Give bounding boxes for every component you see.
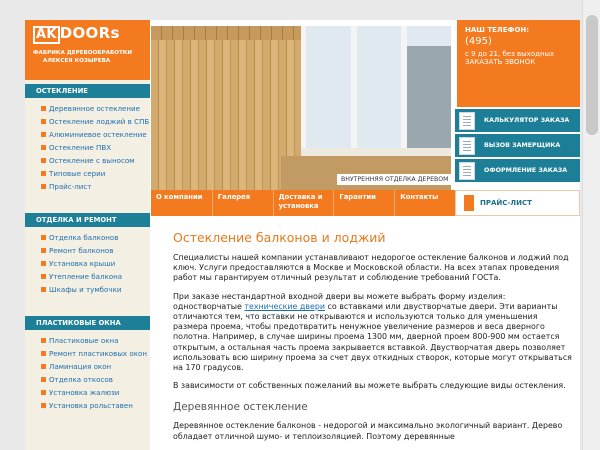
- sidebar-item[interactable]: Прайс-лист: [41, 182, 150, 191]
- phone-box: [457, 20, 580, 107]
- nav-delivery[interactable]: Доставка и установка: [273, 190, 334, 216]
- nav-gallery[interactable]: Галерея: [212, 190, 273, 216]
- sidebar-list-plastic: [25, 330, 150, 418]
- logo-subtitle-1: ФАБРИКА ДЕРЕВООБРАБОТКИ: [33, 50, 133, 56]
- sidebar-item[interactable]: Установка крыши: [41, 259, 150, 268]
- sidebar-item[interactable]: Ламинация окон: [41, 362, 150, 371]
- logo[interactable]: [25, 20, 150, 80]
- photo-mullion: [401, 26, 407, 156]
- photo-mullion: [351, 26, 357, 156]
- sidebar-heading-finishing: ОТДЕЛКА И РЕМОНТ: [25, 213, 150, 227]
- sidebar-item[interactable]: Шкафы и тумбочки: [41, 285, 150, 294]
- calculator-icon: [459, 112, 475, 130]
- sidebar-item[interactable]: Типовые серии: [41, 169, 150, 178]
- call-measurer-label: ВЫЗОВ ЗАМЕРЩИКА: [484, 142, 561, 149]
- document-icon: [459, 162, 475, 180]
- intro-paragraph: Специалисты нашей компании устанавливают недорогое остекление балконов и лоджий под ключ. Услуги предоставляются в Москве и Московской области. На всех этапах проведения работ мы гарантируем отличный результат и соблюдение требований ГОСТа.: [173, 253, 569, 283]
- doors-text-start: При заказе нестандартной входной двери вы можете выбрать форму изделия: одностворчатые: [173, 291, 506, 311]
- main-nav: [151, 190, 455, 216]
- page: [25, 20, 580, 450]
- sidebar-item[interactable]: Установка рольставен: [41, 401, 150, 410]
- photo-building: [406, 46, 451, 156]
- technical-doors-link[interactable]: технические двери: [244, 301, 326, 311]
- nav-about[interactable]: О компании: [156, 193, 203, 201]
- sidebar-list-finishing: [25, 227, 150, 302]
- sidebar-item[interactable]: Утепление балкона: [41, 272, 150, 281]
- place-order-label: ОФОРМЛЕНИЕ ЗАКАЗА: [484, 167, 568, 174]
- sidebar-item[interactable]: Отделка балконов: [41, 233, 150, 242]
- photo-sill: [301, 148, 451, 156]
- logo-doors: DOORs: [59, 24, 120, 42]
- order-call-link[interactable]: ЗАКАЗАТЬ ЗВОНОК: [465, 58, 536, 66]
- header-photo: [151, 26, 451, 190]
- doors-paragraph: [173, 292, 573, 374]
- photo-caption: ВНУТРЕННЯЯ ОТДЕЛКА ДЕРЕВОМ: [337, 174, 452, 185]
- calculator-button[interactable]: [455, 108, 580, 132]
- logo-wordmark: [33, 24, 120, 44]
- sidebar-item[interactable]: Пластиковые окна: [41, 336, 150, 345]
- sidebar-item[interactable]: Ремонт балконов: [41, 246, 150, 255]
- scrollbar-thumb[interactable]: [586, 15, 598, 135]
- nav-contacts[interactable]: Контакты: [394, 190, 455, 216]
- calculator-label: КАЛЬКУЛЯТОР ЗАКАЗА: [484, 117, 570, 124]
- sidebar-item[interactable]: Остекление ПВХ: [41, 143, 150, 152]
- place-order-button[interactable]: [455, 158, 580, 182]
- scrollbar[interactable]: [582, 0, 600, 450]
- pencil-icon: [459, 137, 475, 155]
- logo-ak: AK: [33, 26, 60, 44]
- sidebar-item[interactable]: Остекление с выносом: [41, 156, 150, 165]
- sidebar-list-glazing: [25, 98, 150, 199]
- sidebar-item[interactable]: Отделка откосов: [41, 375, 150, 384]
- wooden-paragraph: Деревянное остекление балконов - недорогой и максимально экологичный вариант. Дерево обладает отличной шумо- и теплоизоляцией. Поэтому деревянные: [173, 421, 563, 441]
- doors-text-end: со вставками или двустворчатые двери. Эти варианты отличаются тем, что вставки не открываются и используются только для уменьшения размера проема, чтобы предотвратить ненужное увеличение размеров и веса дверного полотна. Например, в случае ширины проема 1300 мм, дверной проем 800-900 мм остается открытым, а остальная часть проема закрывается вставкой. Двустворчатая дверь позволяет использовать всю ширину проема за счет двух откидных створок, которые могут открываться на 170 градусов.: [173, 301, 572, 373]
- sidebar-item[interactable]: Деревянное остекление: [41, 104, 150, 113]
- sidebar-item[interactable]: Алюминиевое остекление: [41, 130, 150, 139]
- page-title: Остекление балконов и лоджий: [173, 230, 386, 245]
- pricelist-button[interactable]: [455, 190, 580, 216]
- call-measurer-button[interactable]: [455, 133, 580, 157]
- sidebar-heading-plastic: ПЛАСТИКОВЫЕ ОКНА: [25, 316, 150, 330]
- sidebar-item[interactable]: Установка жалюзи: [41, 388, 150, 397]
- sidebar-item[interactable]: Остекление лоджий в СПБ: [41, 117, 150, 126]
- phone-number: (495): [465, 36, 492, 47]
- logo-subtitle-2: АЛЕКСЕЯ КОЗЫРЕВА: [43, 58, 111, 64]
- sidebar-heading-glazing: ОСТЕКЛЕНИЕ: [25, 84, 150, 98]
- nav-guarantees[interactable]: Гарантии: [333, 190, 394, 216]
- section-title-wooden: Деревянное остекление: [173, 401, 308, 414]
- main-content: [173, 230, 573, 450]
- pricelist-label: ПРАЙС-ЛИСТ: [480, 199, 532, 207]
- sidebar-item[interactable]: Ремонт пластиковых окон: [41, 349, 150, 358]
- options-paragraph: В зависимости от собственных пожеланий вы можете выбрать следующие виды остекления.: [173, 381, 566, 391]
- sidebar: [25, 80, 150, 450]
- phone-label: НАШ ТЕЛЕФОН:: [465, 26, 530, 34]
- photo-wall: [151, 26, 301, 190]
- phone-hours: с 9 до 21, без выходных: [465, 50, 555, 58]
- pricelist-icon: [464, 195, 474, 211]
